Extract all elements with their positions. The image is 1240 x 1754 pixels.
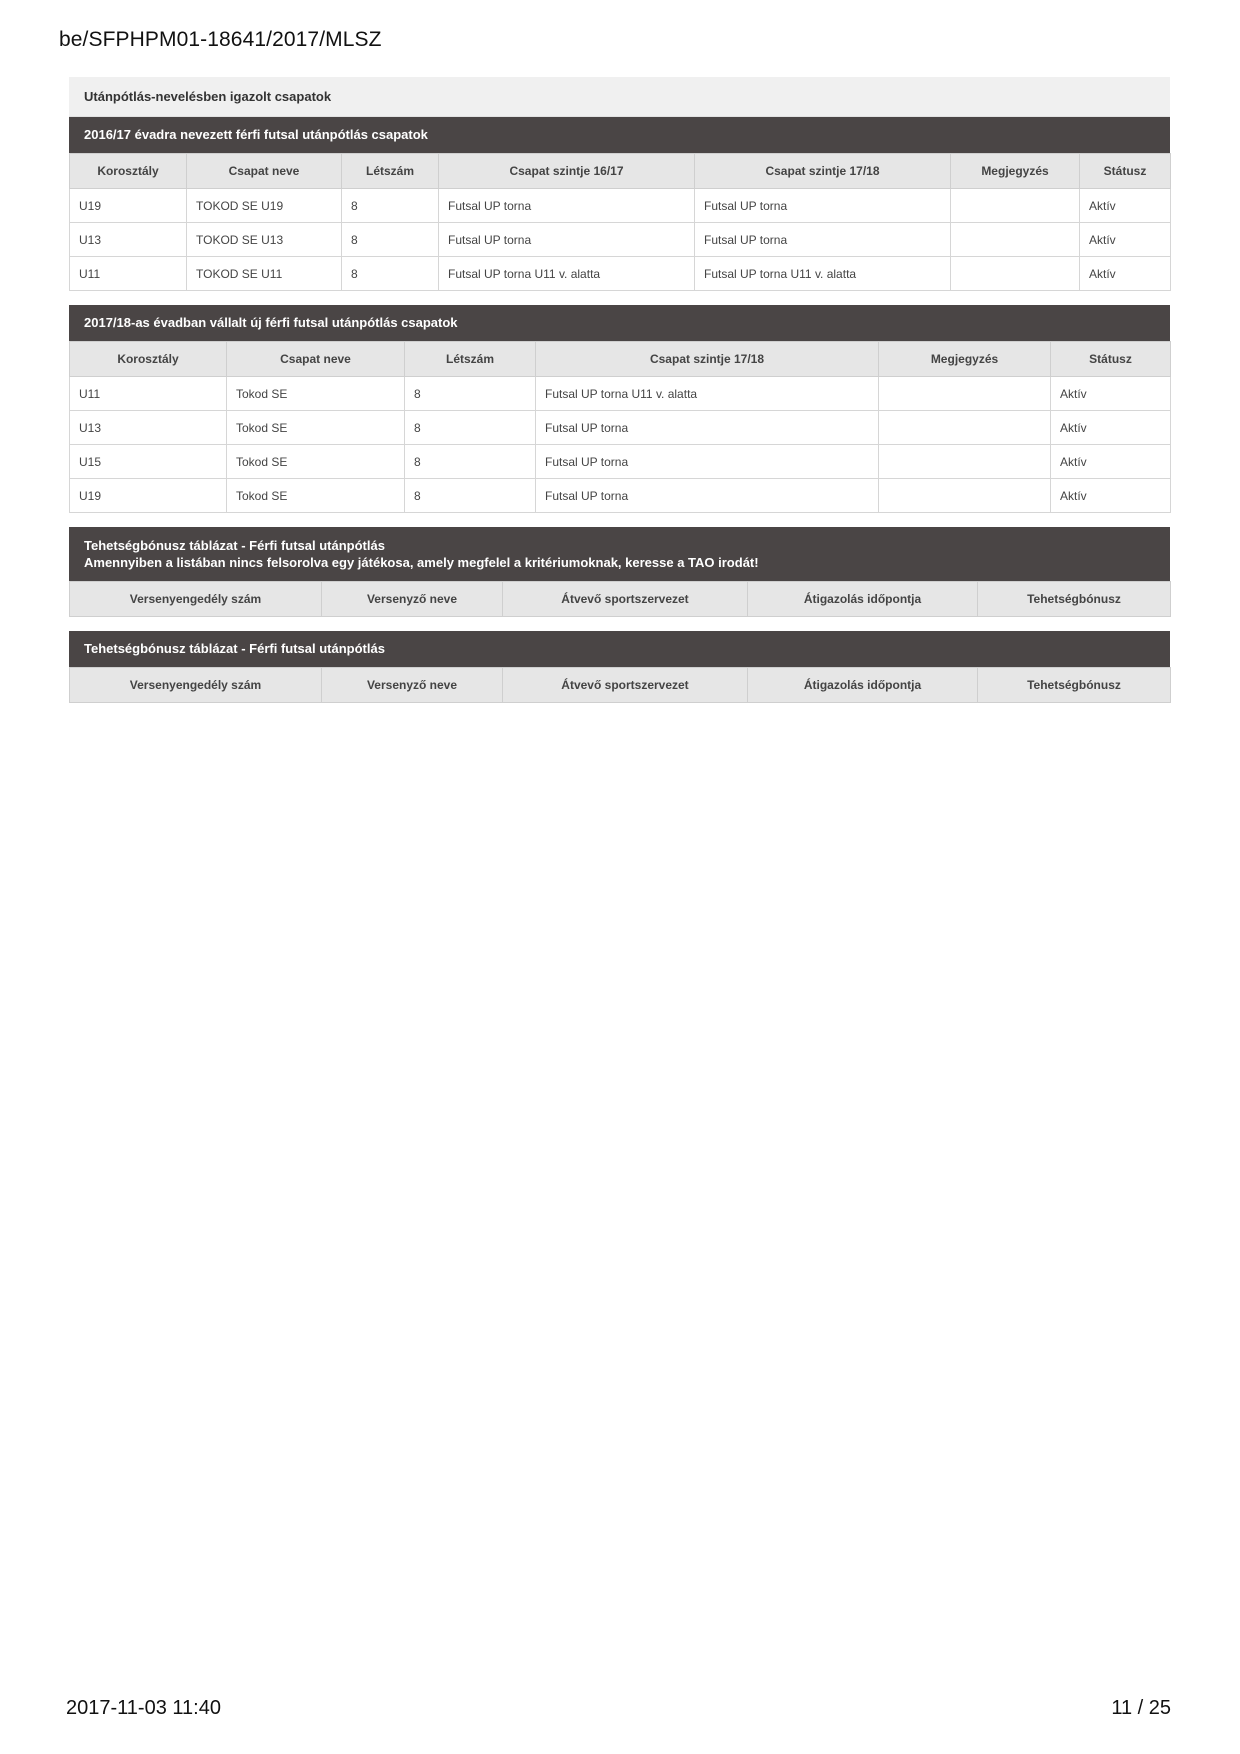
table-cell: Tokod SE (227, 445, 405, 479)
talent-bonus-title-1 (69, 527, 1170, 581)
table-cell: 8 (405, 479, 536, 513)
talent-bonus-notice: Amennyiben a listában nincs felsorolva egy játékosa, amely megfelel a kritériumoknak, keresse a TAO irodát! (84, 555, 759, 570)
column-header: Csapat szintje 17/18 (695, 154, 951, 189)
table-cell: U13 (70, 411, 227, 445)
table-cell: Futsal UP torna (695, 189, 951, 223)
column-header: Létszám (405, 342, 536, 377)
column-header: Versenyengedély szám (70, 582, 322, 617)
column-header: Csapat neve (187, 154, 342, 189)
column-header: Átigazolás időpontja (748, 582, 978, 617)
table-row (70, 257, 1171, 291)
column-header: Státusz (1080, 154, 1171, 189)
table-cell: TOKOD SE U19 (187, 189, 342, 223)
teams-2016-17-block (69, 117, 1170, 291)
table-cell: Futsal UP torna (439, 223, 695, 257)
table-cell: Futsal UP torna (536, 479, 879, 513)
table-cell: Tokod SE (227, 377, 405, 411)
document-id: be/SFPHPM01-18641/2017/MLSZ (59, 28, 382, 51)
table-cell: TOKOD SE U11 (187, 257, 342, 291)
table-header-row (70, 154, 1171, 189)
table-cell: 8 (405, 411, 536, 445)
table-cell: 8 (405, 445, 536, 479)
table-cell: Aktív (1051, 445, 1171, 479)
table-cell: Futsal UP torna (695, 223, 951, 257)
footer-timestamp: 2017-11-03 11:40 (66, 1697, 221, 1719)
talent-bonus-heading: Tehetségbónusz táblázat - Férfi futsal utánpótlás (84, 538, 385, 553)
footer-page-number: 11 / 25 (1111, 1697, 1171, 1719)
table-cell: U11 (70, 257, 187, 291)
table-cell: U13 (70, 223, 187, 257)
table-cell (879, 445, 1051, 479)
teams-2017-18-title: 2017/18-as évadban vállalt új férfi futsal utánpótlás csapatok (69, 305, 1170, 341)
teams-2017-18-table (69, 341, 1171, 513)
table-row (70, 377, 1171, 411)
table-cell (951, 257, 1080, 291)
table-cell: U19 (70, 479, 227, 513)
column-header: Versenyző neve (322, 668, 503, 703)
table-cell: Tokod SE (227, 479, 405, 513)
column-header: Korosztály (70, 154, 187, 189)
table-cell (951, 189, 1080, 223)
table-cell: TOKOD SE U13 (187, 223, 342, 257)
column-header: Versenyengedély szám (70, 668, 322, 703)
table-cell: Futsal UP torna U11 v. alatta (536, 377, 879, 411)
table-cell: 8 (405, 377, 536, 411)
column-header: Létszám (342, 154, 439, 189)
table-cell: U19 (70, 189, 187, 223)
table-cell: Futsal UP torna U11 v. alatta (439, 257, 695, 291)
column-header: Tehetségbónusz (978, 668, 1171, 703)
column-header: Megjegyzés (951, 154, 1080, 189)
column-header: Átigazolás időpontja (748, 668, 978, 703)
table-row (70, 479, 1171, 513)
table-cell (879, 411, 1051, 445)
column-header: Korosztály (70, 342, 227, 377)
table-cell: Futsal UP torna (536, 445, 879, 479)
table-row (70, 445, 1171, 479)
column-header: Átvevő sportszervezet (503, 582, 748, 617)
table-cell: 8 (342, 189, 439, 223)
column-header: Tehetségbónusz (978, 582, 1171, 617)
table-cell: Aktív (1080, 223, 1171, 257)
table-cell (951, 223, 1080, 257)
section-title: Utánpótlás-nevelésben igazolt csapatok (69, 77, 1170, 117)
table-cell: 8 (342, 223, 439, 257)
table-cell: Futsal UP torna U11 v. alatta (695, 257, 951, 291)
table-header-row (70, 342, 1171, 377)
table-cell: Aktív (1051, 411, 1171, 445)
table-cell: U15 (70, 445, 227, 479)
table-header-row (70, 582, 1171, 617)
table-cell: Futsal UP torna (439, 189, 695, 223)
table-cell: 8 (342, 257, 439, 291)
teams-2016-17-title: 2016/17 évadra nevezett férfi futsal utánpótlás csapatok (69, 117, 1170, 153)
table-row (70, 223, 1171, 257)
table-cell: Aktív (1051, 377, 1171, 411)
table-cell: Aktív (1051, 479, 1171, 513)
teams-2017-18-block (69, 305, 1170, 513)
talent-bonus-table-1 (69, 581, 1171, 617)
column-header: Csapat szintje 17/18 (536, 342, 879, 377)
column-header: Státusz (1051, 342, 1171, 377)
talent-bonus-title-2: Tehetségbónusz táblázat - Férfi futsal utánpótlás (69, 631, 1170, 667)
column-header: Megjegyzés (879, 342, 1051, 377)
table-cell: Futsal UP torna (536, 411, 879, 445)
column-header: Versenyző neve (322, 582, 503, 617)
table-cell (879, 377, 1051, 411)
column-header: Átvevő sportszervezet (503, 668, 748, 703)
table-row (70, 189, 1171, 223)
table-cell: Aktív (1080, 257, 1171, 291)
talent-bonus-block-2 (69, 631, 1170, 703)
talent-bonus-block-1 (69, 527, 1170, 617)
table-header-row (70, 668, 1171, 703)
table-cell: Tokod SE (227, 411, 405, 445)
table-cell (879, 479, 1051, 513)
content (69, 77, 1170, 703)
column-header: Csapat neve (227, 342, 405, 377)
column-header: Csapat szintje 16/17 (439, 154, 695, 189)
table-cell: U11 (70, 377, 227, 411)
teams-2016-17-table (69, 153, 1171, 291)
talent-bonus-table-2 (69, 667, 1171, 703)
table-row (70, 411, 1171, 445)
table-cell: Aktív (1080, 189, 1171, 223)
